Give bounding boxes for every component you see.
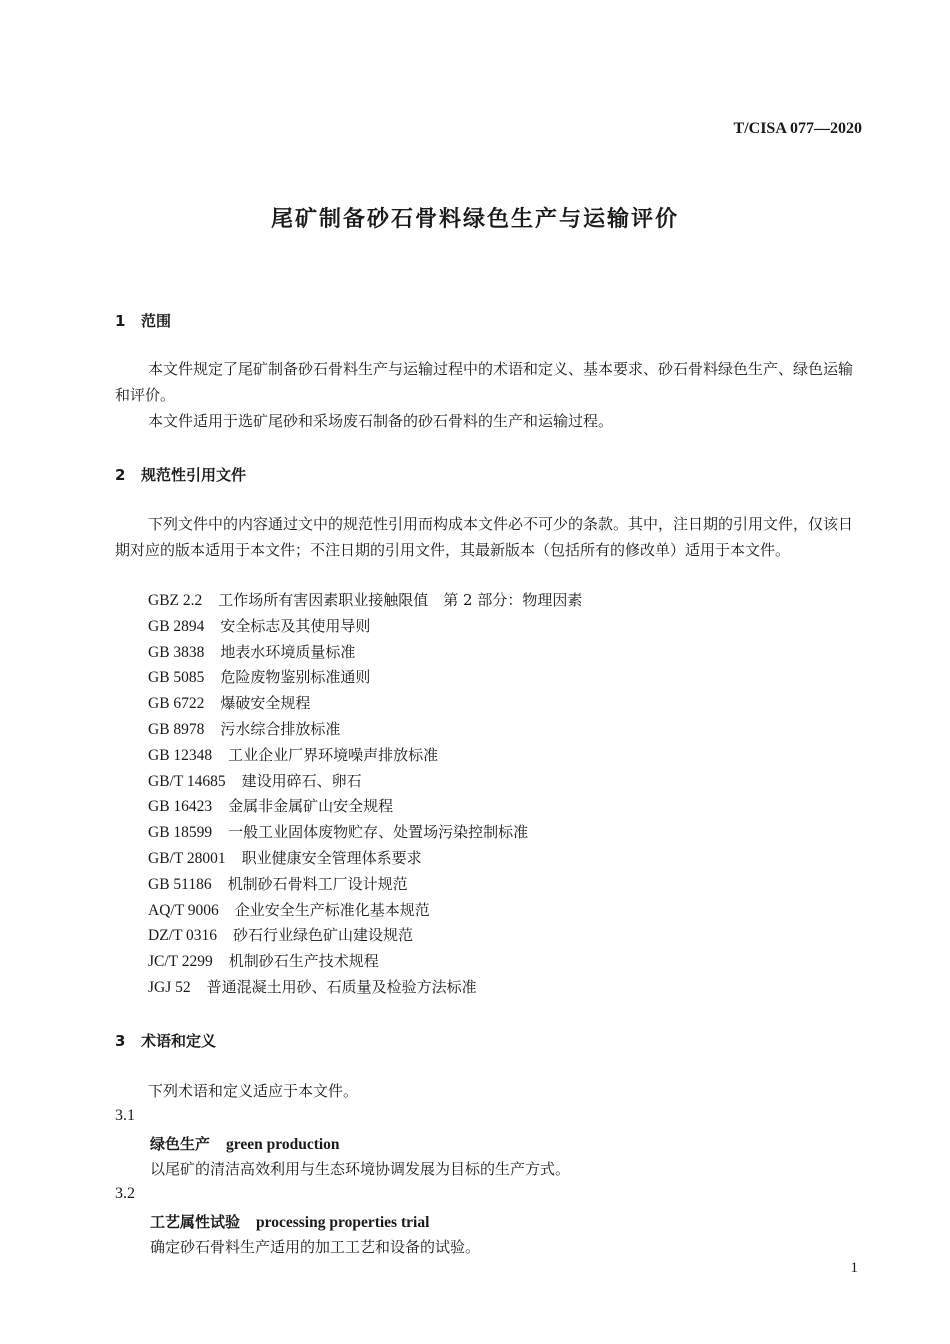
term-title <box>150 1133 340 1154</box>
reference-title: 机制砂石骨料工厂设计规范 <box>227 874 408 893</box>
section-number: 3 <box>115 1032 126 1050</box>
reference-title: 职业健康安全管理体系要求 <box>241 848 422 867</box>
term-definition: 以尾矿的清洁高效利用与生态环境协调发展为目标的生产方式。 <box>150 1160 571 1178</box>
reference-code: GBZ 2.2 <box>148 592 203 609</box>
reference-code: JGJ 52 <box>148 978 191 996</box>
terms-intro: 下列术语和定义适应于本文件。 <box>148 1082 359 1100</box>
reference-title: 建设用碎石、卵石 <box>241 771 362 790</box>
reference-code: GB 18599 <box>148 824 213 842</box>
reference-code: AQ/T 9006 <box>148 901 219 919</box>
list-item <box>148 769 582 795</box>
standard-code: T/CISA 077—2020 <box>733 120 862 137</box>
list-item <box>148 975 582 1001</box>
term-number: 3.1 <box>115 1107 135 1124</box>
list-item <box>148 614 582 640</box>
section-title: 规范性引用文件 <box>141 466 247 484</box>
list-item <box>148 949 582 975</box>
reference-title: 金属非金属矿山安全规程 <box>228 797 394 816</box>
reference-code: JC/T 2299 <box>148 953 213 971</box>
reference-title: 砂石行业绿色矿山建设规范 <box>233 926 414 945</box>
term-zh: 绿色生产 <box>150 1135 211 1153</box>
list-item <box>148 923 582 949</box>
reference-title: 污水综合排放标准 <box>220 719 341 738</box>
section-number: 1 <box>115 312 126 330</box>
list-item <box>148 872 582 898</box>
section-title: 术语和定义 <box>141 1032 217 1050</box>
list-item <box>148 846 582 872</box>
reference-title: 一般工业固体废物贮存、处置场污染控制标准 <box>228 823 529 842</box>
reference-title: 爆破安全规程 <box>220 694 311 713</box>
reference-title: 工业企业厂界环境噪声排放标准 <box>228 745 439 764</box>
term-en: green production <box>226 1136 340 1153</box>
reference-title: 危险废物鉴别标准通则 <box>220 668 371 687</box>
list-item <box>148 691 582 717</box>
list-item <box>148 640 582 666</box>
term-definition: 确定砂石骨料生产适用的加工工艺和设备的试验。 <box>150 1238 481 1256</box>
reference-code: GB 8978 <box>148 720 205 738</box>
references-intro: 下列文件中的内容通过文中的规范性引用而构成本文件必不可少的条款。其中，注日期的引用文件，仅该日期对应的版本适用于本文件；不注日期的引用文件，其最新版本（包括所有的修改单）适用于本文件。 <box>115 515 854 559</box>
list-item <box>148 794 582 820</box>
list-item <box>148 665 582 691</box>
section-3-heading <box>115 1030 216 1051</box>
term-number: 3.2 <box>115 1185 135 1202</box>
reference-code: GB 16423 <box>148 798 213 816</box>
reference-code: GB 51186 <box>148 875 212 893</box>
list-item <box>148 588 582 614</box>
reference-code: GB 5085 <box>148 669 205 687</box>
section-1-heading <box>115 310 171 331</box>
page-number: 1 <box>850 1260 858 1276</box>
normative-references-list <box>148 588 582 1001</box>
reference-title: 机制砂石生产技术规程 <box>228 952 379 971</box>
reference-code: GB/T 28001 <box>148 849 226 867</box>
term-zh: 工艺属性试验 <box>150 1213 241 1231</box>
reference-code: DZ/T 0316 <box>148 927 218 945</box>
term-en: processing properties trial <box>256 1214 430 1231</box>
reference-title: 普通混凝土用砂、石质量及检验方法标准 <box>206 977 477 996</box>
reference-code: GB 6722 <box>148 695 205 713</box>
list-item <box>148 743 582 769</box>
scope-paragraph-1: 本文件规定了尾矿制备砂石骨料生产与运输过程中的术语和定义、基本要求、砂石骨料绿色生产、绿色运输和评价。 <box>115 360 854 404</box>
reference-title: 安全标志及其使用导则 <box>220 616 371 635</box>
scope-paragraph-2: 本文件适用于选矿尾砂和采场废石制备的砂石骨料的生产和运输过程。 <box>148 412 614 430</box>
document-title: 尾矿制备砂石骨料绿色生产与运输评价 <box>270 207 679 232</box>
reference-code: GB 12348 <box>148 746 213 764</box>
list-item <box>148 820 582 846</box>
section-number: 2 <box>115 466 126 484</box>
reference-code: GB 3838 <box>148 643 205 661</box>
reference-code: GB/T 14685 <box>148 772 226 790</box>
section-title: 范围 <box>141 312 172 330</box>
section-2-heading <box>115 464 246 485</box>
list-item <box>148 898 582 924</box>
reference-title: 企业安全生产标准化基本规范 <box>234 900 430 919</box>
list-item <box>148 717 582 743</box>
reference-title: 工作场所有害因素职业接触限值 第 2 部分：物理因素 <box>218 591 583 609</box>
reference-title: 地表水环境质量标准 <box>220 642 356 661</box>
reference-code: GB 2894 <box>148 617 205 635</box>
term-title <box>150 1211 429 1232</box>
